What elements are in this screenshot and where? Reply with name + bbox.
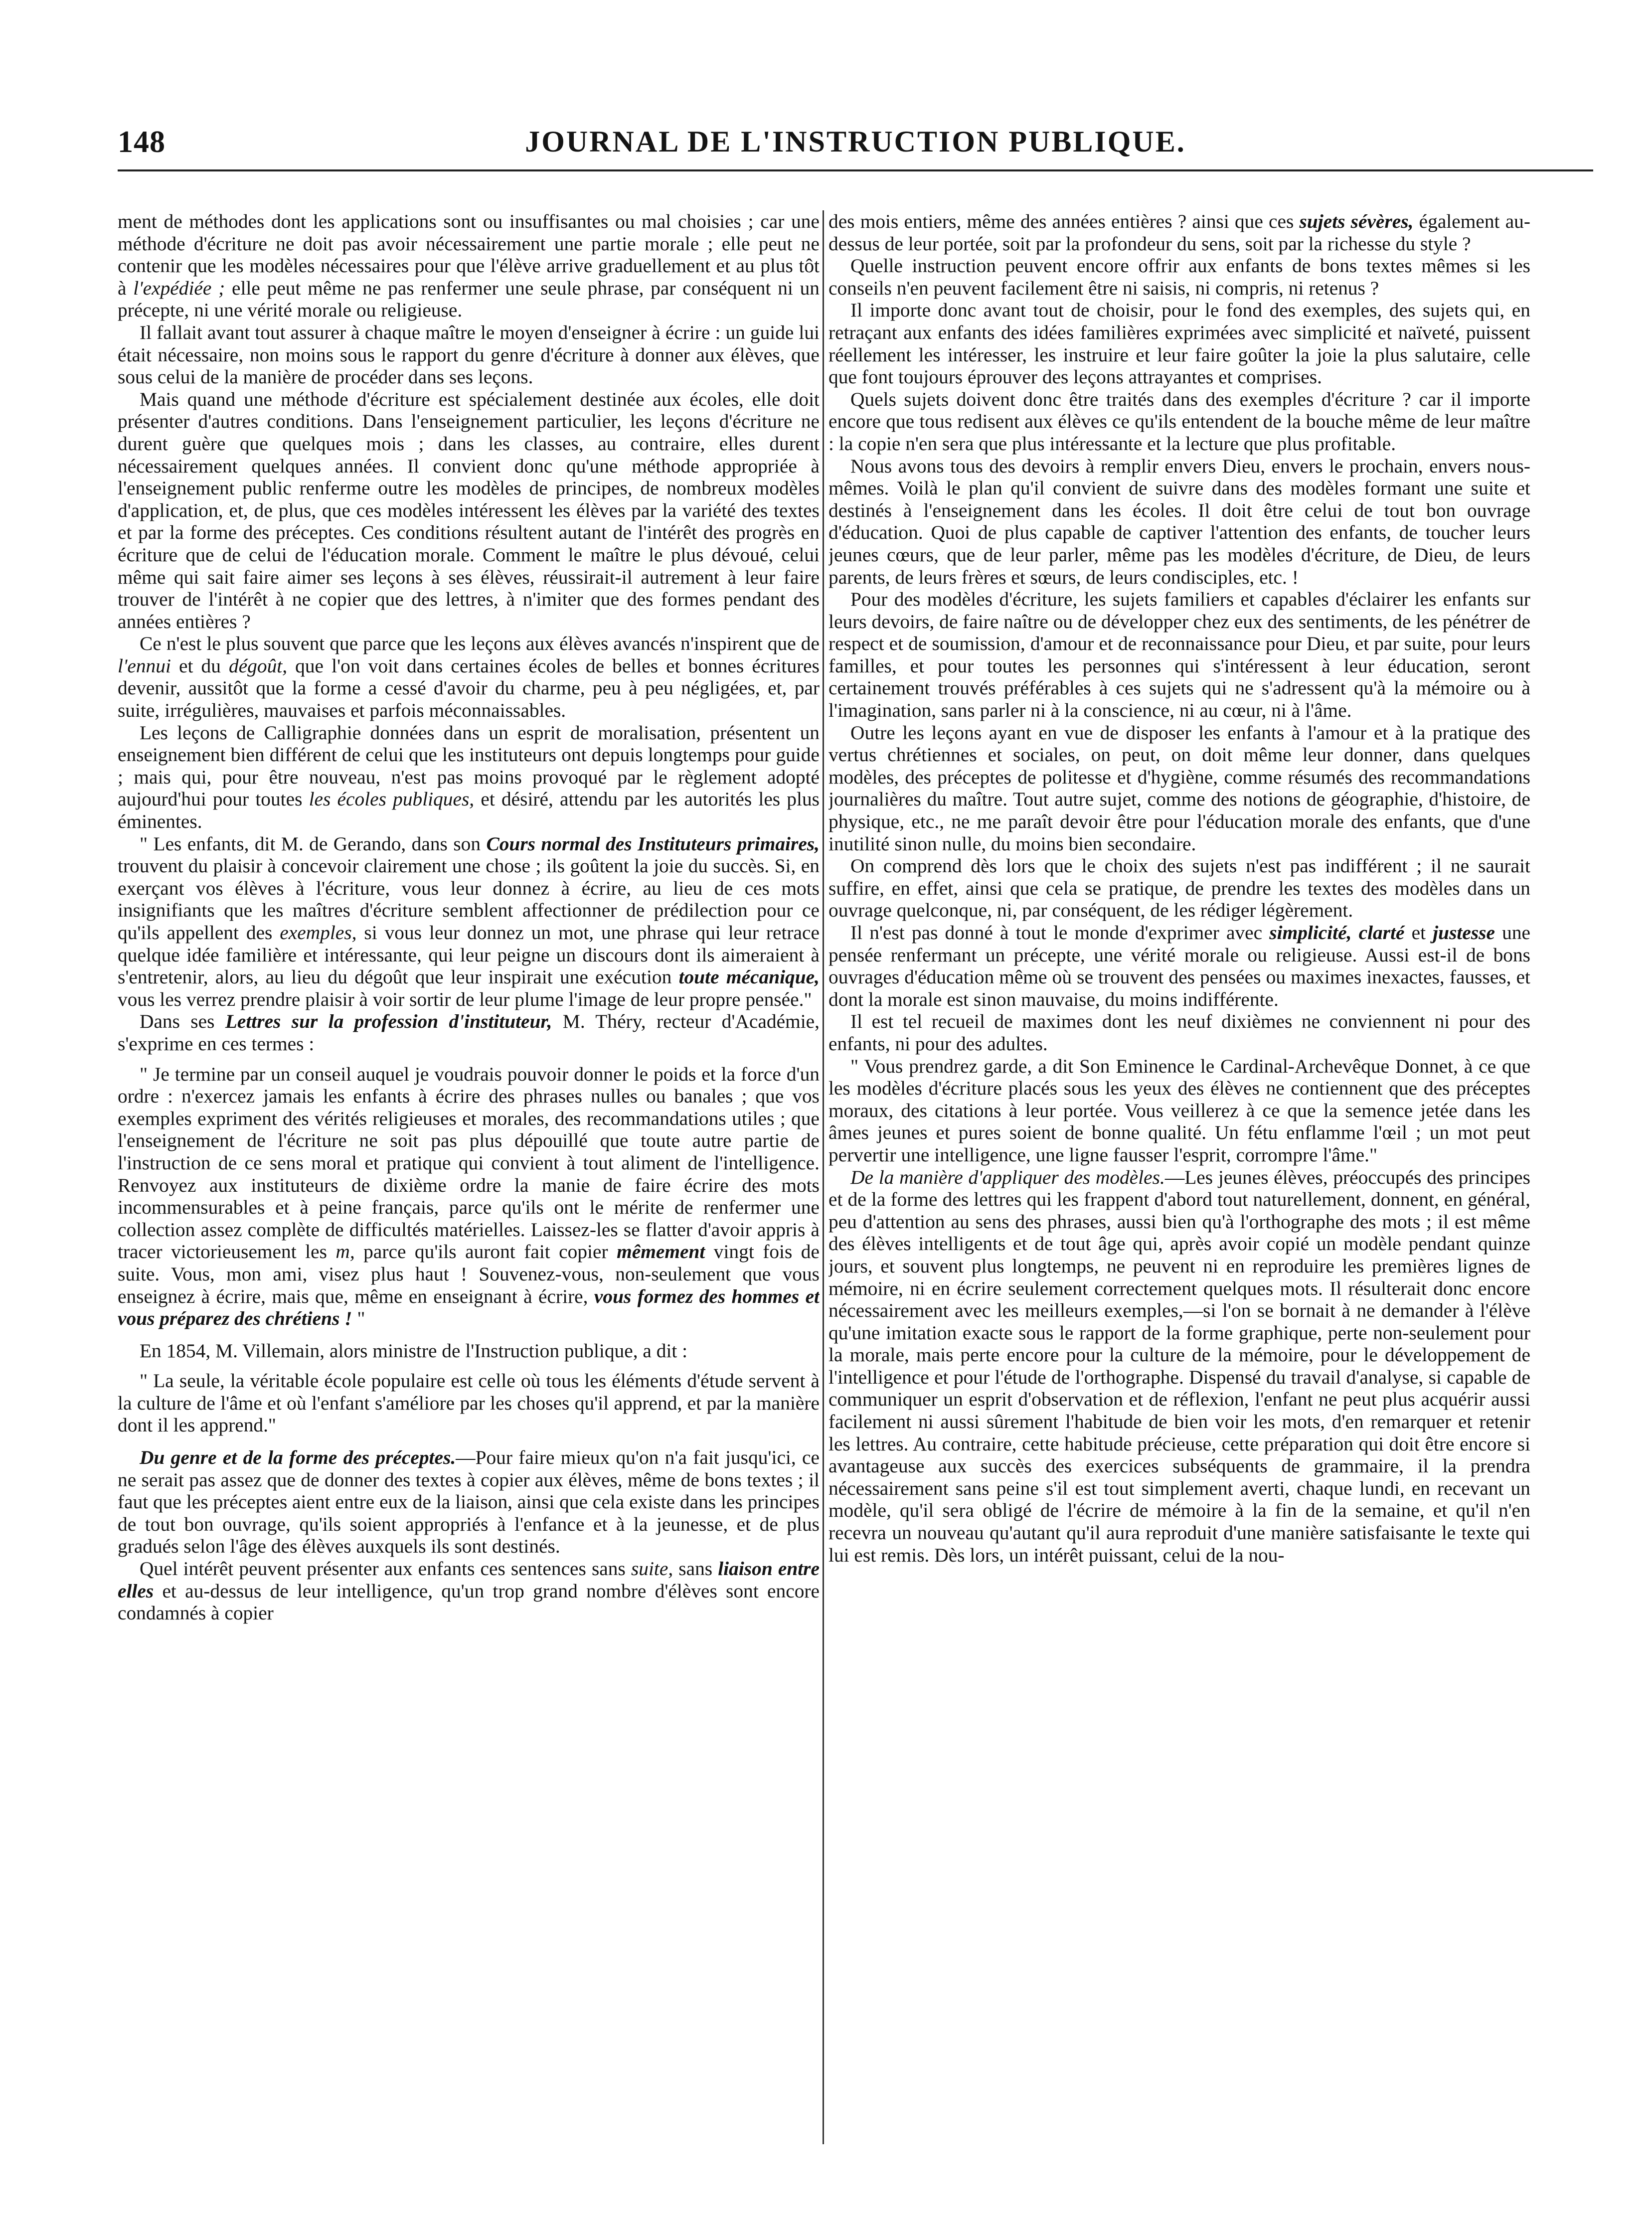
paragraph bbox=[828, 922, 1530, 1010]
paragraph bbox=[118, 1446, 820, 1558]
page-number: 148 bbox=[118, 125, 165, 159]
text-run: En 1854, M. Villemain, alors ministre de l'Instruction publique, a dit : bbox=[140, 1339, 688, 1362]
text-run: On comprend dès lors que le choix des sujets n'est pas indifférent ; il ne saurait suffire, en effet, ainsi que cela se pratique, de prendre les textes des modèles dans un ouvrage quelconque, ni, par conséquent, de les rédiger légèrement. bbox=[828, 855, 1530, 922]
paragraph bbox=[118, 722, 820, 833]
text-run: et au-dessus de leur intelligence, qu'un trop grand nombre d'élèves sont encore condamnés à copier bbox=[118, 1580, 820, 1624]
text-run: Dans ses bbox=[140, 1010, 225, 1033]
text-run: liaison entre elles bbox=[118, 1558, 820, 1602]
text-run: Il importe donc avant tout de choisir, pour le fond des exemples, des sujets qui, en retraçant aux enfants des idées familières exprimées avec simplicité et naïveté, puissent réellement les intéresser, les instruire et leur faire goûter la joie la plus salutaire, celle que font toujours éprouver des leçons attrayantes et comprises. bbox=[828, 299, 1530, 388]
running-title: JOURNAL DE L'INSTRUCTION PUBLIQUE. bbox=[525, 125, 1186, 158]
paragraph bbox=[828, 1166, 1530, 1567]
paragraph bbox=[828, 855, 1530, 922]
text-run: De la manière d'appliquer des modèles. bbox=[850, 1166, 1165, 1188]
text-run: vous les verrez prendre plaisir à voir sortir de leur plume l'image de leur propre pensée." bbox=[118, 988, 812, 1010]
text-run: Quel intérêt peuvent présenter aux enfants ces sentences sans bbox=[140, 1558, 631, 1580]
text-run: des mois entiers, même des années entières ? ainsi que ces bbox=[828, 210, 1300, 232]
text-run: ment de méthodes dont les applications sont ou insuffisantes ou mal choisies ; car une méthode d'écriture ne doit pas avoir nécessairement une partie morale ; elle peut ne contenir que les modèles nécessaires pour que l'élève arrive graduellement et au plus tôt à bbox=[118, 210, 820, 299]
text-run: simplicité, clarté bbox=[1269, 922, 1405, 944]
paragraph bbox=[118, 210, 820, 321]
text-run: Il est tel recueil de maximes dont les neuf dixièmes ne conviennent ni pour des enfants, ni pour des adultes. bbox=[828, 1010, 1530, 1055]
text-run: " Vous prendrez garde, a dit Son Eminence le Cardinal-Archevêque Donnet, à ce que les modèles d'écriture placés sous les yeux des élèves ne contiennent que des préceptes moraux, des citations à leur portée. Vous veillerez à ce que la semence jetée dans les âmes jeunes et pures soient de bonne qualité. Un fétu enflamme l'œil ; un mot peut pervertir une intelligence, une ligne fausser l'esprit, corrompre l'âme." bbox=[828, 1055, 1530, 1166]
paragraph bbox=[118, 833, 820, 1011]
text-run: " La seule, la véritable école populaire est celle où tous les éléments d'étude servent à la culture de l'âme et où l'enfant s'améliore par les choses qu'il apprend, et par la manière dont il les apprend." bbox=[118, 1370, 820, 1436]
text-run: les écoles publiques, bbox=[309, 788, 475, 810]
text-run: Nous avons tous des devoirs à remplir envers Dieu, envers le prochain, envers nous-mêmes. Voilà le plan qu'il convient de suivre dans des modèles formant une suite et destinés à l'enseignement dans les écoles. Il doit être celui de tout bon ouvrage d'éducation. Quoi de plus capable de captiver l'attention des enfants, de toucher leurs jeunes cœurs, que de leur parler, même pas les modèles d'écriture, de Dieu, de leurs parents, de leurs frères et sœurs, de leurs condisciples, etc. ! bbox=[828, 455, 1530, 588]
paragraph bbox=[828, 588, 1530, 722]
text-run: justesse bbox=[1433, 922, 1495, 944]
paragraph bbox=[828, 455, 1530, 589]
text-run: et du bbox=[170, 654, 229, 677]
text-run: suite, bbox=[631, 1558, 673, 1580]
paragraph bbox=[828, 388, 1530, 455]
text-run: également au-dessus de leur portée, soit par la profondeur du sens, soit par la richesse du style ? bbox=[828, 210, 1530, 255]
paragraph bbox=[828, 255, 1530, 299]
text-run: si vous leur donnez un mot, une phrase qui leur retrace quelque idée familière et intéressante, qui leur peigne un discours dont ils aimeraient à s'entretenir, alors, au lieu du dégoût que leur inspirait une exécution bbox=[118, 922, 820, 988]
left-column bbox=[118, 210, 820, 2169]
text-run: l'ennui bbox=[118, 654, 171, 677]
text-run: une pensée renfermant un précepte, une vérité morale ou religieuse. Aussi est-il de bons ouvrages d'éducation même où se trouvent des pensées ou maximes inexactes, fausses, et dont la morale est sinon mauvaise, du moins indifférente. bbox=[828, 922, 1530, 1010]
paragraph bbox=[118, 1340, 820, 1362]
text-run: Quelle instruction peuvent encore offrir aux enfants de bons textes mêmes si les conseils n'en peuvent facilement être ni saisis, ni compris, ni retenus ? bbox=[828, 255, 1530, 299]
text-run: et bbox=[1404, 922, 1433, 944]
paragraph bbox=[828, 210, 1530, 255]
right-column bbox=[828, 210, 1530, 2169]
text-run: Du genre et de la forme des préceptes. bbox=[140, 1446, 456, 1469]
text-run: " Les enfants, dit M. de Gerando, dans son bbox=[140, 832, 487, 855]
text-run: Il fallait avant tout assurer à chaque maître le moyen d'enseigner à écrire : un guide lui était nécessaire, non moins sous le rapport du genre d'écriture à donner aux élèves, que sous celui de la manière de procéder dans ses leçons. bbox=[118, 321, 820, 388]
text-run: mêmement bbox=[617, 1241, 705, 1263]
text-run: toute mécanique, bbox=[678, 966, 820, 988]
text-run: Cours normal des Instituteurs primaires, bbox=[486, 832, 820, 855]
text-run: " Je termine par un conseil auquel je voudrais pouvoir donner le poids et la force d'un ordre : n'exercez jamais les enfants à écrire des phrases nulles ou banales ; que vos exemples expriment des vérités religieuses et morales, des recommandations utiles ; que l'enseignement de l'écriture ne soit pas plus dépouillé que toute autre partie de l'instruction de ce sens moral et pratique qui convient à tout aliment de l'intelligence. Renvoyez aux instituteurs de dixième ordre la manie de faire écrire des mots incommensurables et à peine français, parce qu'ils ont le mérite de renfermer une collection assez complète de difficultés matérielles. Laissez-les se flatter d'avoir appris à tracer victorieusement les bbox=[118, 1063, 820, 1263]
paragraph bbox=[118, 633, 820, 721]
text-run: Pour des modèles d'écriture, les sujets familiers et capables d'éclairer les enfants sur leurs devoirs, de faire naître ou de développer chez eux des sentiments, de les pénétrer de respect et de soumission, d'amour et de reconnaissance pour Dieu, et par suite, pour leurs familles, et pour toutes les personnes qui s'intéressent à leur éducation, seront certainement trouvés préférables à ces sujets qui ne s'adressent qu'à la mémoire ou à l'imagination, sans parler ni à la conscience, ni au cœur, ni à l'âme. bbox=[828, 588, 1530, 722]
text-run: vous formez des hommes et vous préparez des chrétiens ! bbox=[118, 1285, 820, 1330]
text-run: —Pour faire mieux qu'on n'a fait jusqu'ici, ce ne serait pas assez que de donner des textes à copier aux élèves, même de bons textes ; il faut que les préceptes aient entre eux de la liaison, ainsi que cela existe dans les principes de tout bon ouvrage, qu'ils soient appropriés à l'enfance et à la jeunesse, et de plus gradués selon l'âge des élèves auxquels ils sont destinés. bbox=[118, 1446, 820, 1558]
text-run: elle peut même ne pas renfermer une seule phrase, par conséquent ni un précepte, ni une vérité morale ou religieuse. bbox=[118, 277, 820, 321]
text-run: parce qu'ils auront fait copier bbox=[354, 1241, 617, 1263]
page-header bbox=[118, 125, 1593, 171]
paragraph bbox=[828, 722, 1530, 855]
text-run: Il n'est pas donné à tout le monde d'exprimer avec bbox=[850, 922, 1270, 944]
paragraph bbox=[118, 388, 820, 633]
text-run: que l'on voit dans certaines écoles de belles et bonnes écritures devenir, aussitôt que la forme a cessé d'avoir du charme, peu à peu négligées, et, par suite, irrégulières, mauvaises et parfois méconnaissables. bbox=[118, 654, 820, 722]
text-run: " bbox=[352, 1307, 365, 1330]
paragraph bbox=[118, 1063, 820, 1330]
text-run: Les leçons de Calligraphie données dans un esprit de moralisation, présentent un enseignement bien différent de celui que les instituteurs ont depuis longtemps pour guide ; mais qui, pour être nouveau, n'est pas moins provoqué par le règlement adopté aujourd'hui pour toutes bbox=[118, 721, 820, 810]
text-run: Mais quand une méthode d'écriture est spécialement destinée aux écoles, elle doit présenter d'autres conditions. Dans l'enseignement particulier, les leçons d'écriture ne durent guère que quelques mois ; dans les classes, au contraire, elles durent nécessairement quelques années. Il convient donc qu'une méthode appropriée à l'enseignement public renferme outre les modèles de principes, de nombreux modèles d'application, et, de plus, que ces modèles intéressent les élèves par la variété des textes et par la forme des préceptes. Ces conditions résultent autant de l'intérêt des progrès en écriture que de celui de l'éducation morale. Comment le maître le plus dévoué, celui même qui sait faire aimer ses leçons à ses élèves, réussirait-il autrement à leur faire trouver de l'intérêt à ne copier que des lettres, à n'imiter que des formes pendant des années entières ? bbox=[118, 388, 820, 633]
text-run: vingt fois de suite. Vous, mon ami, visez plus haut ! Souvenez-vous, non-seulement que vous enseignez à écrire, mais que, même en enseignant à écrire, bbox=[118, 1241, 820, 1307]
paragraph bbox=[828, 299, 1530, 388]
paragraph bbox=[828, 1055, 1530, 1166]
text-run: dégoût, bbox=[229, 654, 288, 677]
column-divider bbox=[823, 210, 824, 2144]
text-run: Ce n'est le plus souvent que parce que les leçons aux élèves avancés n'inspirent que de bbox=[140, 633, 820, 655]
paragraph bbox=[118, 321, 820, 388]
text-run: —Les jeunes élèves, préoccupés des principes et de la forme des lettres qui les frappent d'abord tout naturellement, donnent, en général, peu d'attention au sens des phrases, aussi bien qu'à l'orthographe des mots ; il est même des élèves intelligents et de tout âge qui, après avoir copié un modèle pendant quinze jours, et souvent plus longtemps, ne peuvent ni en reproduire les premières lignes de mémoire, ni en écrire seulement correctement quelques mots. Il résulterait donc encore nécessairement avec les meilleurs exemples,—si l'on se bornait à ne demander à l'élève qu'une imitation exacte sous le rapport de la forme graphique, perte non-seulement pour la morale, mais perte encore pour la culture de la mémoire, pour le développement de l'intelligence et pour l'étude de l'orthographe. Dispensé du travail d'analyse, si capable de communiquer un esprit d'observation et de réflexion, l'enfant ne peut plus acquérir aussi facilement ni aussi sûrement l'habitude de bien voir les mots, d'en remarquer et retenir les lettres. Au contraire, cette habitude précieuse, cette préparation qui doit être encore si avantageuse aux succès des exercices subséquents de grammaire, il la prendra nécessairement sans peine s'il est tout simplement averti, chaque lundi, en recevant un modèle, qu'il sera obligé de l'écrire de mémoire à la fin de la semaine, et qu'il n'en recevra un nouveau qu'autant qu'il aura reproduit d'une manière satisfaisante le texte qui lui est remis. Dès lors, un intérêt puissant, celui de la nou- bbox=[828, 1166, 1530, 1566]
text-run: exemples, bbox=[280, 922, 357, 944]
text-run: trouvent du plaisir à concevoir clairement une chose ; ils goûtent la joie du succès. Si, en exerçant vos élèves à l'écriture, vous leur donnez à écrire, au lieu de ces mots insignifiants que les maîtres d'écriture semblent affectionner de prédilection pour ce qu'ils appellent des bbox=[118, 855, 820, 944]
text-run: M. Théry, recteur d'Académie, s'exprime en ces termes : bbox=[118, 1010, 820, 1055]
text-run: et désiré, attendu par les autorités les plus éminentes. bbox=[118, 788, 820, 833]
paragraph bbox=[118, 1370, 820, 1436]
text-run: l'expédiée ; bbox=[133, 277, 225, 299]
text-run: Lettres sur la profession d'instituteur, bbox=[225, 1010, 552, 1033]
paragraph bbox=[828, 1010, 1530, 1055]
text-run: m, bbox=[335, 1241, 355, 1263]
text-run: sujets sévères, bbox=[1299, 210, 1414, 232]
text-run: Quels sujets doivent donc être traités dans des exemples d'écriture ? car il importe encore que tous redisent aux élèves ce qu'ils entendent de la bouche même de leur maître : la copie n'en sera que plus intéressante et la lecture que plus profitable. bbox=[828, 388, 1530, 455]
text-run: Outre les leçons ayant en vue de disposer les enfants à l'amour et à la pratique des vertus chrétiennes et sociales, on peut, on doit même leur donner, dans quelques modèles, des préceptes de politesse et d'hygiène, comme résumés des recommandations journalières du maître. Tout autre sujet, comme des notions de géographie, d'histoire, de physique, etc., ne me paraît devoir être pour l'éducation morale des enfants, que d'une inutilité sinon nulle, du moins bien secondaire. bbox=[828, 721, 1530, 855]
text-run: sans bbox=[673, 1558, 718, 1580]
paragraph bbox=[118, 1010, 820, 1055]
paragraph bbox=[118, 1558, 820, 1624]
